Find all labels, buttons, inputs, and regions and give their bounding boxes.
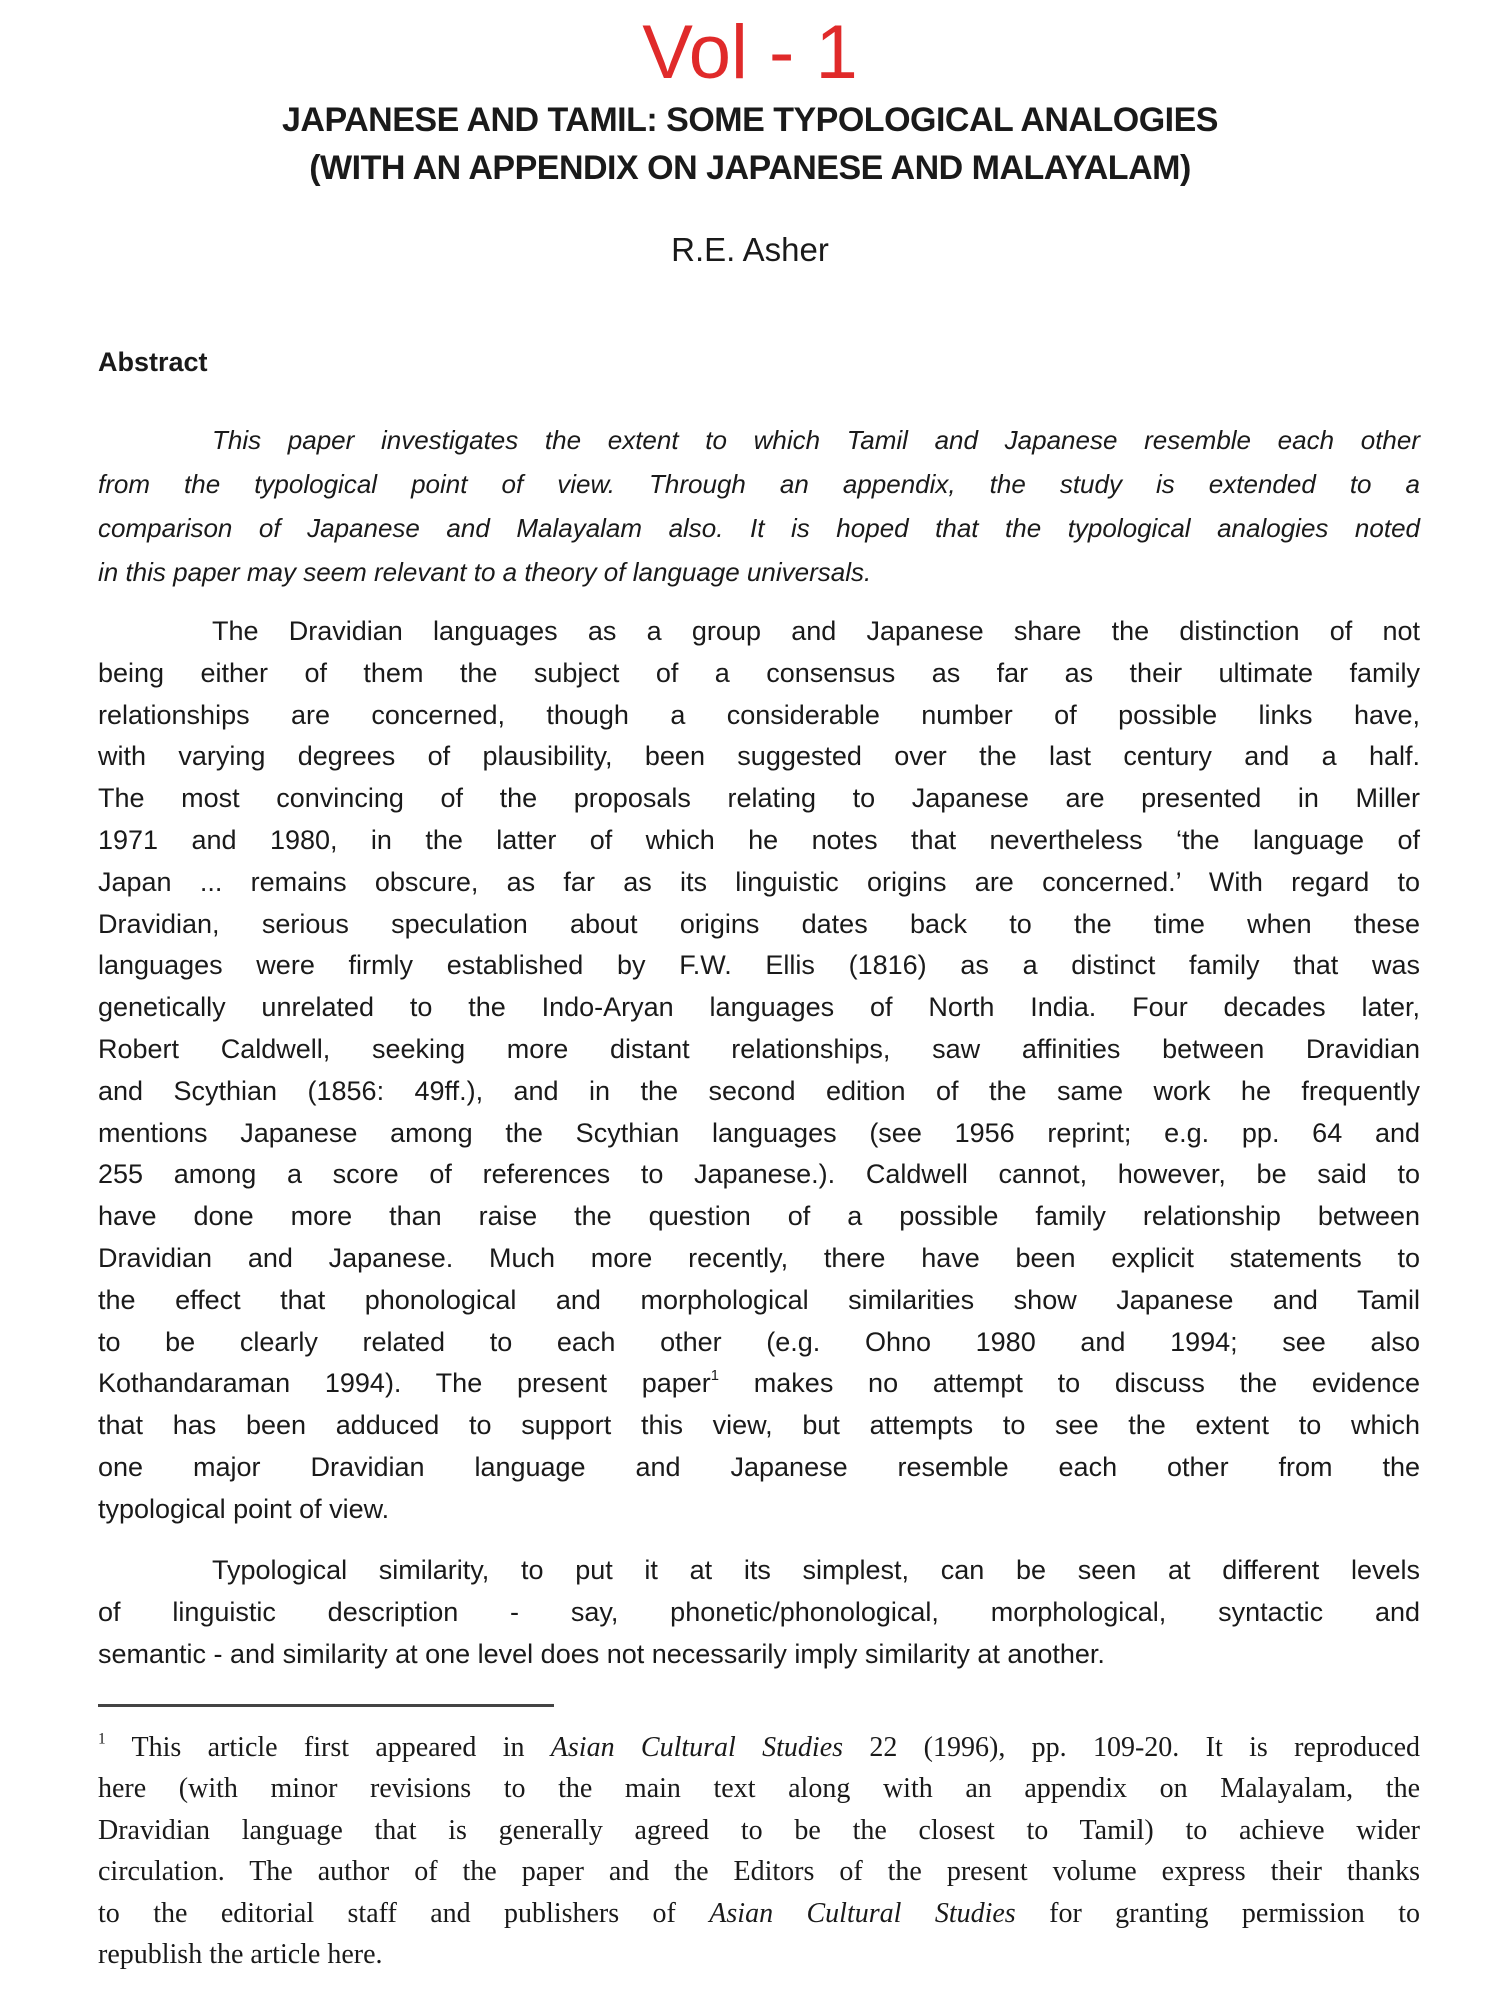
text-segment: Japan ... remains obscure, as far as its linguistic origins are concerned.’ With regard to xyxy=(98,866,1420,897)
paper-title-line-1: JAPANESE AND TAMIL: SOME TYPOLOGICAL ANALOGIES xyxy=(282,101,1218,139)
text-segment: Robert Caldwell, seeking more distant relationships, saw affinities between Dravidian xyxy=(98,1033,1420,1064)
text-line xyxy=(98,550,1420,594)
text-segment: one major Dravidian language and Japanese resemble each other from the xyxy=(98,1451,1420,1482)
text-segment: that has been adduced to support this view, but attempts to see the extent to which xyxy=(98,1410,1420,1441)
text-segment: This paper investigates the extent to which Tamil and Japanese resemble each other xyxy=(212,425,1420,455)
text-segment: from the typological point of view. Through an appendix, the study is extended to a xyxy=(98,469,1420,499)
text-line xyxy=(98,1893,1420,1934)
text-line xyxy=(98,1447,1420,1489)
italic-text: Asian Cultural Studies xyxy=(550,1732,844,1763)
text-line xyxy=(98,862,1420,904)
text-line xyxy=(98,695,1420,737)
text-line xyxy=(98,778,1420,820)
text-segment: circulation. The author of the paper and the Editors of the present volume express their thanks xyxy=(98,1856,1420,1888)
text-segment: in this paper may seem relevant to a theory of language universals. xyxy=(98,557,872,587)
text-line xyxy=(98,1238,1420,1280)
footnote-marker: 1 xyxy=(710,1368,720,1385)
footnote xyxy=(98,1727,1420,1975)
text-line xyxy=(98,1934,1420,1975)
text-segment: semantic - and similarity at one level does not necessarily imply similarity at another. xyxy=(98,1638,1105,1669)
body-paragraph-2 xyxy=(98,1550,1420,1675)
text-segment: Typological similarity, to put it at its simplest, can be seen at different levels xyxy=(212,1555,1420,1585)
volume-label: Vol - 1 xyxy=(642,10,858,95)
text-line xyxy=(98,1154,1420,1196)
footnote-marker: 1 xyxy=(98,1730,106,1748)
text-segment: comparison of Japanese and Malayalam also. It is hoped that the typological analogies noted xyxy=(98,513,1420,543)
text-segment: and Scythian (1856: 49ff.), and in the second edition of the same work he frequently xyxy=(98,1075,1420,1106)
text-line xyxy=(98,904,1420,946)
paper-title-line-2: (WITH AN APPENDIX ON JAPANESE AND MALAYALAM) xyxy=(309,149,1191,187)
text-line xyxy=(98,1029,1420,1071)
text-segment: Dravidian, serious speculation about origins dates back to the time when these xyxy=(98,908,1420,939)
text-line xyxy=(98,1768,1420,1809)
text-line xyxy=(98,1405,1420,1447)
text-line xyxy=(98,1851,1420,1892)
text-segment: Kothandaraman 1994). The present paper xyxy=(98,1368,711,1399)
text-segment: Dravidian language that is generally agreed to be the closest to Tamil) to achieve wider xyxy=(98,1814,1420,1846)
text-segment: 255 among a score of references to Japanese.). Caldwell cannot, however, be said to xyxy=(98,1159,1420,1190)
text-segment: relationships are concerned, though a considerable number of possible links have, xyxy=(98,699,1420,730)
text-segment: the effect that phonological and morphological similarities show Japanese and Tamil xyxy=(98,1284,1420,1315)
text-line xyxy=(98,1280,1420,1322)
text-segment: here (with minor revisions to the main text along with an appendix on Malayalam, the xyxy=(98,1773,1420,1805)
text-segment: being either of them the subject of a consensus as far as their ultimate family xyxy=(98,657,1420,688)
text-line xyxy=(98,1322,1420,1364)
text-line xyxy=(98,987,1420,1029)
text-segment: republish the article here. xyxy=(98,1938,383,1970)
text-segment: of linguistic description - say, phonetic/phonological, morphological, syntactic and xyxy=(98,1596,1420,1627)
text-line xyxy=(98,1071,1420,1113)
text-line xyxy=(98,820,1420,862)
text-line xyxy=(98,1550,1420,1592)
text-segment: typological point of view. xyxy=(98,1493,390,1524)
text-segment: have done more than raise the question of a possible family relationship between xyxy=(98,1201,1420,1232)
footnote-divider xyxy=(98,1704,554,1707)
text-segment: genetically unrelated to the Indo-Aryan languages of North India. Four decades later, xyxy=(98,992,1420,1023)
text-segment: makes no attempt to discuss the evidence xyxy=(719,1368,1420,1399)
text-line xyxy=(98,1489,1420,1531)
abstract-paragraph xyxy=(98,418,1420,594)
text-line xyxy=(98,1363,1420,1405)
italic-text: Asian Cultural Studies xyxy=(709,1897,1016,1929)
text-line xyxy=(98,1592,1420,1634)
text-line xyxy=(98,1196,1420,1238)
text-line xyxy=(98,611,1420,653)
text-segment: mentions Japanese among the Scythian languages (see 1956 reprint; e.g. pp. 64 and xyxy=(98,1117,1420,1148)
text-segment: with varying degrees of plausibility, been suggested over the last century and a half. xyxy=(98,741,1420,772)
abstract-heading: Abstract xyxy=(98,347,208,377)
text-line xyxy=(98,418,1420,462)
text-line xyxy=(98,736,1420,778)
text-line xyxy=(98,1113,1420,1155)
text-segment: This article first appeared in xyxy=(105,1732,551,1763)
text-line xyxy=(98,945,1420,987)
author: R.E. Asher xyxy=(671,231,829,268)
text-line xyxy=(98,462,1420,506)
text-segment: to be clearly related to each other (e.g. Ohno 1980 and 1994; see also xyxy=(98,1326,1420,1357)
text-segment: languages were firmly established by F.W. Ellis (1816) as a distinct family that was xyxy=(98,950,1420,981)
text-segment: 22 (1996), pp. 109-20. It is reproduced xyxy=(843,1732,1420,1763)
text-line xyxy=(98,1727,1420,1768)
text-segment: The most convincing of the proposals relating to Japanese are presented in Miller xyxy=(98,783,1420,814)
text-segment: to the editorial staff and publishers of xyxy=(98,1897,710,1929)
text-segment: Dravidian and Japanese. Much more recently, there have been explicit statements to xyxy=(98,1242,1420,1273)
text-segment: for granting permission to xyxy=(1015,1897,1420,1929)
body-paragraph-1 xyxy=(98,611,1420,1531)
text-line xyxy=(98,653,1420,695)
text-segment: The Dravidian languages as a group and Japanese share the distinction of not xyxy=(212,616,1420,646)
text-line xyxy=(98,1634,1420,1676)
text-segment: 1971 and 1980, in the latter of which he notes that nevertheless ‘the language of xyxy=(98,824,1420,855)
text-line xyxy=(98,1810,1420,1851)
text-line xyxy=(98,506,1420,550)
